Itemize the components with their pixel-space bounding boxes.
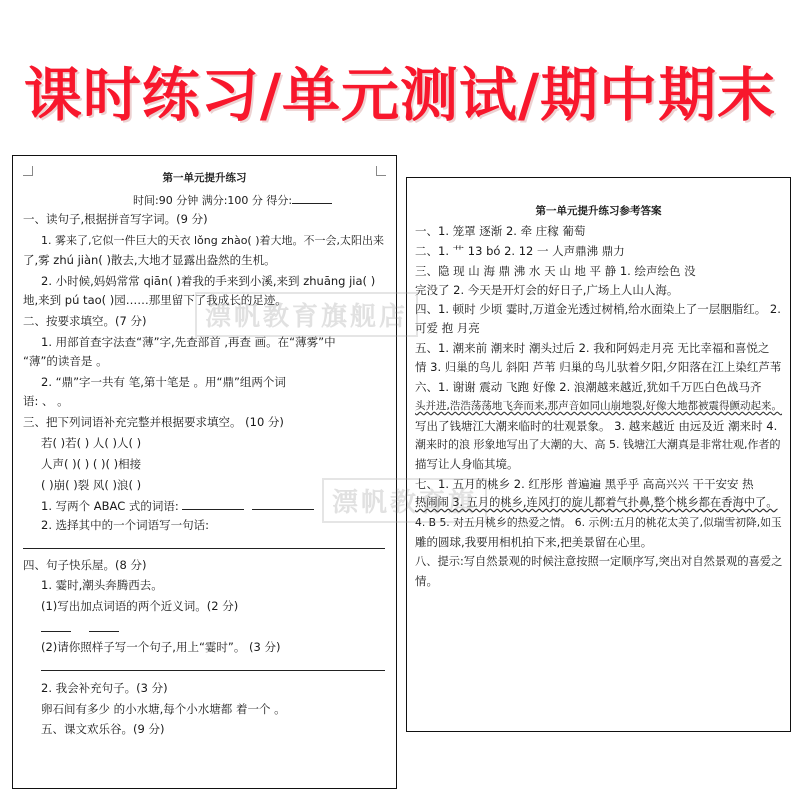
question-line: 2. 选择其中的一个词语写一句话: <box>41 518 210 532</box>
section-1-heading: 一、读句子,根据拼音写字词。(9 分) <box>23 212 208 226</box>
answer-line: 六、1. 谢谢 震动 飞跑 好像 2. 浪潮越来越近,犹如千万匹白色战马齐 <box>415 380 762 394</box>
answer-line: 情。 <box>415 574 438 588</box>
question-line: 地,来到 pú tao( )园……那里留下了我成长的足迹。 <box>23 293 287 307</box>
word-fill-row: ( )崩( )裂 风( )浪( ) <box>41 478 142 492</box>
answer-blanks <box>41 621 119 635</box>
question-line: 1. 霎时,潮头奔腾西去。 <box>41 578 163 592</box>
answer-line: 情 3. 归巢的鸟儿 斜阳 芦苇 归巢的鸟儿驮着夕阳,夕阳落在江上染红芦苇 <box>415 360 782 374</box>
answer-line: 五、1. 潮来前 潮来时 潮头过后 2. 我和阿妈走月亮 无比幸福和喜悦之 <box>415 341 770 355</box>
answer-line: 可爱 抱 月亮 <box>415 321 480 335</box>
question-line: 2. 小时候,妈妈常常 qiān( )着我的手来到小溪,来到 zhuāng jia( ) <box>41 274 376 288</box>
section-5-heading: 五、课文欢乐谷。(9 分) <box>41 722 165 736</box>
section-2-heading: 二、按要求填空。(7 分) <box>23 314 147 328</box>
question-line: 1. 写两个 ABAC 式的词语: <box>41 499 179 513</box>
question-line: (1)写出加点词语的两个近义词。(2 分) <box>41 599 239 613</box>
question-line: (2)请你照样子写一个句子,用上“霎时”。 (3 分) <box>41 640 281 654</box>
answer-line: 潮来时的浪 形象地写出了大潮的大、高 5. 钱塘江大潮真是非常壮观,作者的 <box>415 438 781 451</box>
exercise-sheet <box>12 155 397 789</box>
answer-line: 头并进,浩浩荡荡地飞奔而来,那声音如同山崩地裂,好像大地都被震得颤动起来。 <box>415 400 783 412</box>
answer-line: 雕的圆球,我要用相机拍下来,把美景留在心里。 <box>415 535 653 549</box>
answer-line: 完没了 2. 今天是开灯会的好日子,广场上人山人海。 <box>415 283 679 297</box>
answer-line: 热闹闹 3. 五月的桃乡,连风打的旋儿都着气扑鼻,整个桃乡都在香海中了。 <box>415 496 778 509</box>
answer-line: 二、1. ⺾ 13 bó 2. 12 一 人声鼎沸 鼎力 <box>415 244 625 258</box>
watermark: 漂帆教育旗 <box>322 478 487 523</box>
answer-line: 七、1. 五月的桃乡 2. 红彤彤 普遍遍 黑乎乎 高高兴兴 干干安安 热 <box>415 477 754 491</box>
question-line: “薄”的读音是 。 <box>23 354 108 368</box>
answer-line: 四、1. 顿时 少顷 霎时,万道金光透过树梢,给水面染上了一层胭脂红。 2. <box>415 302 781 316</box>
question-line: 2. “鼎”字一共有 笔,第十笔是 。用“鼎”组两个词 <box>41 375 286 389</box>
sheet-title: 第一单元提升练习 <box>162 172 247 184</box>
answer-line <box>41 670 385 671</box>
answer-sheet <box>406 177 791 732</box>
sheet-title: 第一单元提升练习参考答案 <box>535 205 662 217</box>
banner-title: 课时练习/单元测试/期中期末 <box>23 61 777 129</box>
answer-line: 4. B 5. 对五月桃乡的热爱之情。 6. 示例:五月的桃花太美了,似瑞雪初降,如玉 <box>415 516 782 529</box>
answer-line: 写出了钱塘江大潮来临时的壮观景象。 3. 越来越近 由远及近 潮来时 4. <box>415 419 778 433</box>
answer-line: 描写让人身临其境。 <box>415 457 519 471</box>
section-3-heading: 三、把下列词语补充完整并根据要求填空。 (10 分) <box>23 415 284 429</box>
question-line: 了,雾 zhú jiàn( )散去,大地才显露出盎然的生机。 <box>23 253 276 267</box>
question-line: 1. 雾来了,它似一件巨大的天衣 lǒng zhào( )着大地。不一会,太阳出来 <box>41 234 385 247</box>
question-line: 1. 用部首查字法查“薄”字,先查部首 ,再查 画。在“薄雾”中 <box>41 335 336 349</box>
answer-line: 一、1. 笼罩 逐渐 2. 牵 庄稼 葡萄 <box>415 224 586 238</box>
question-line: 语: 、 。 <box>23 394 69 408</box>
answer-line: 三、隐 现 山 海 鼎 沸 水 天 山 地 平 静 1. 绘声绘色 没 <box>415 264 696 278</box>
sheet-meta: 时间:90 分钟 满分:100 分 得分: <box>133 194 293 207</box>
question-line: 卵石间有多少 的小水塘,每个小水塘都 着一个 。 <box>41 702 286 716</box>
question-line: 2. 我会补充句子。(3 分) <box>41 681 168 695</box>
answer-line <box>23 548 385 549</box>
word-fill-row: 若( )若( ) 人( )人( ) <box>41 436 142 450</box>
answer-line: 八、提示:写自然景观的时候注意按照一定顺序写,突出对自然景观的喜爱之 <box>415 555 783 568</box>
watermark: 漂帆教育旗舰店 <box>195 292 418 337</box>
word-fill-row: 人声( )( ) ( )( )相接 <box>41 457 142 471</box>
section-4-heading: 四、句子快乐屋。(8 分) <box>23 558 147 572</box>
